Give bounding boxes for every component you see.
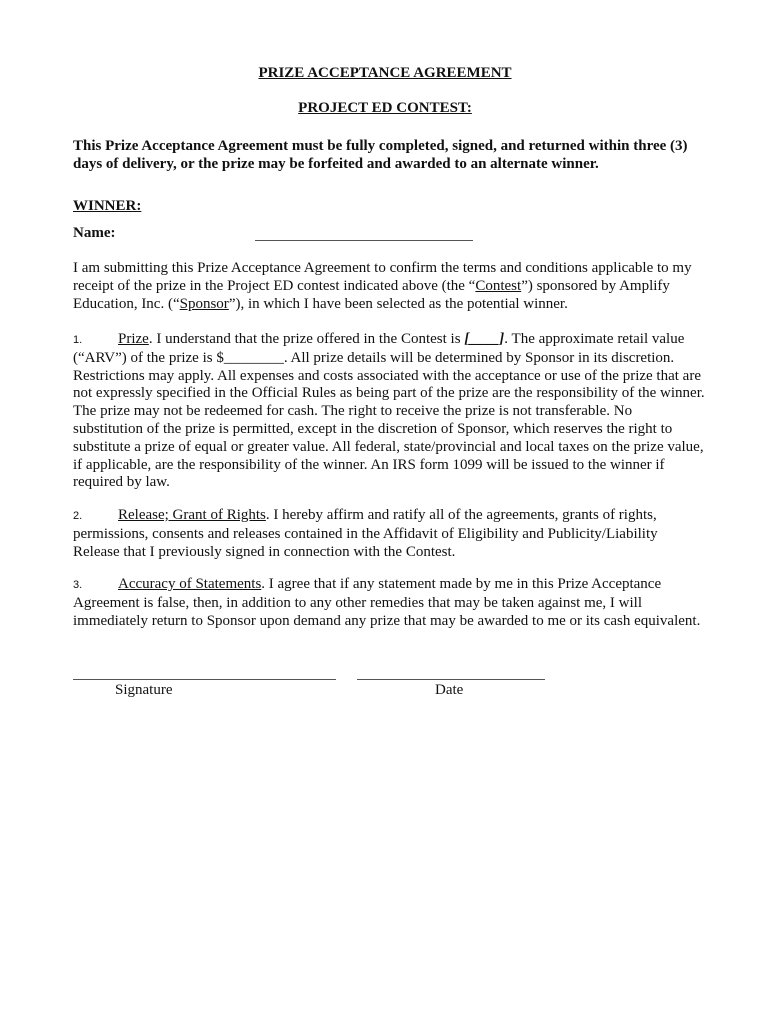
section-accuracy: [73, 576, 705, 630]
section-release: [73, 507, 705, 561]
section-text: . I understand that the prize offered in the Contest is: [148, 331, 465, 347]
section-number: 3.: [73, 579, 83, 591]
intro-instructions: This Prize Acceptance Agreement must be fully completed, signed, and returned within three (3) days of delivery, or the prize may be forfeited and awarded to an alternate winner.: [73, 138, 688, 172]
name-field-line[interactable]: [255, 240, 473, 241]
prize-blank: [____]: [464, 331, 505, 347]
contest-term: Contest: [475, 277, 522, 294]
intro-paragraph: [73, 260, 705, 313]
signature-line[interactable]: [73, 679, 336, 680]
intro-text-3: ”), in which I have been selected as the potential winner.: [228, 295, 568, 312]
sponsor-term: Sponsor: [179, 295, 229, 312]
section-text: . I hereby affirm and ratify all of the agreements, grants of rights, permissions, consents and releases contained in the Affidavit of Eligibility and Publicity/Liability Release that I previously signed in connection with the Contest.: [73, 507, 658, 560]
intro-text-1: I am submitting this Prize Acceptance Agreement to confirm the terms and conditions applicable to my receipt of the prize in the Project ED contest indicated above (the “: [73, 260, 692, 294]
intro-text-2: ”) sponsored by Amplify Education, Inc. (“: [73, 277, 670, 312]
section-heading: Release; Grant of Rights: [118, 507, 266, 523]
section-text: . I agree that if any statement made by me in this Prize Acceptance Agreement is false, then, in addition to any other remedies that may be taken against me, I will immediately return to Sponsor upon demand any prize that may be awarded to me or its cash equivalent.: [73, 576, 701, 629]
section-number: 2.: [73, 510, 83, 522]
document-title: PRIZE ACCEPTANCE AGREEMENT: [258, 65, 512, 81]
section-heading: Prize: [118, 331, 149, 347]
section-number: 1.: [73, 334, 83, 346]
document-subtitle: PROJECT ED CONTEST:: [298, 100, 472, 116]
name-label: Name:: [73, 225, 116, 241]
winner-heading: WINNER:: [73, 198, 142, 214]
section-text-continued: . The approximate retail value (“ARV”) of the prize is $________. All prize details will be determined by Sponsor in its discretion. Restrictions may apply. All expenses and costs associated with the acceptance or use of the prize that are not expressly specified in the Official Rules as being part of the prize are the responsibility of the winner. The prize may not be redeemed for cash. The right to receive the prize is not transferable. No substitution of the prize is permitted, except in the discretion of Sponsor, which reserves the right to substitute a prize of equal or greater value. All federal, state/provincial and local taxes on the prize value, if applicable, are the responsibility of the winner. An IRS form 1099 will be issued to the winner if required by law.: [73, 331, 705, 491]
section-heading: Accuracy of Statements: [118, 576, 262, 592]
date-label: Date: [435, 682, 464, 698]
date-line[interactable]: [357, 679, 545, 680]
section-prize: [73, 331, 705, 492]
signature-label: Signature: [115, 682, 173, 698]
